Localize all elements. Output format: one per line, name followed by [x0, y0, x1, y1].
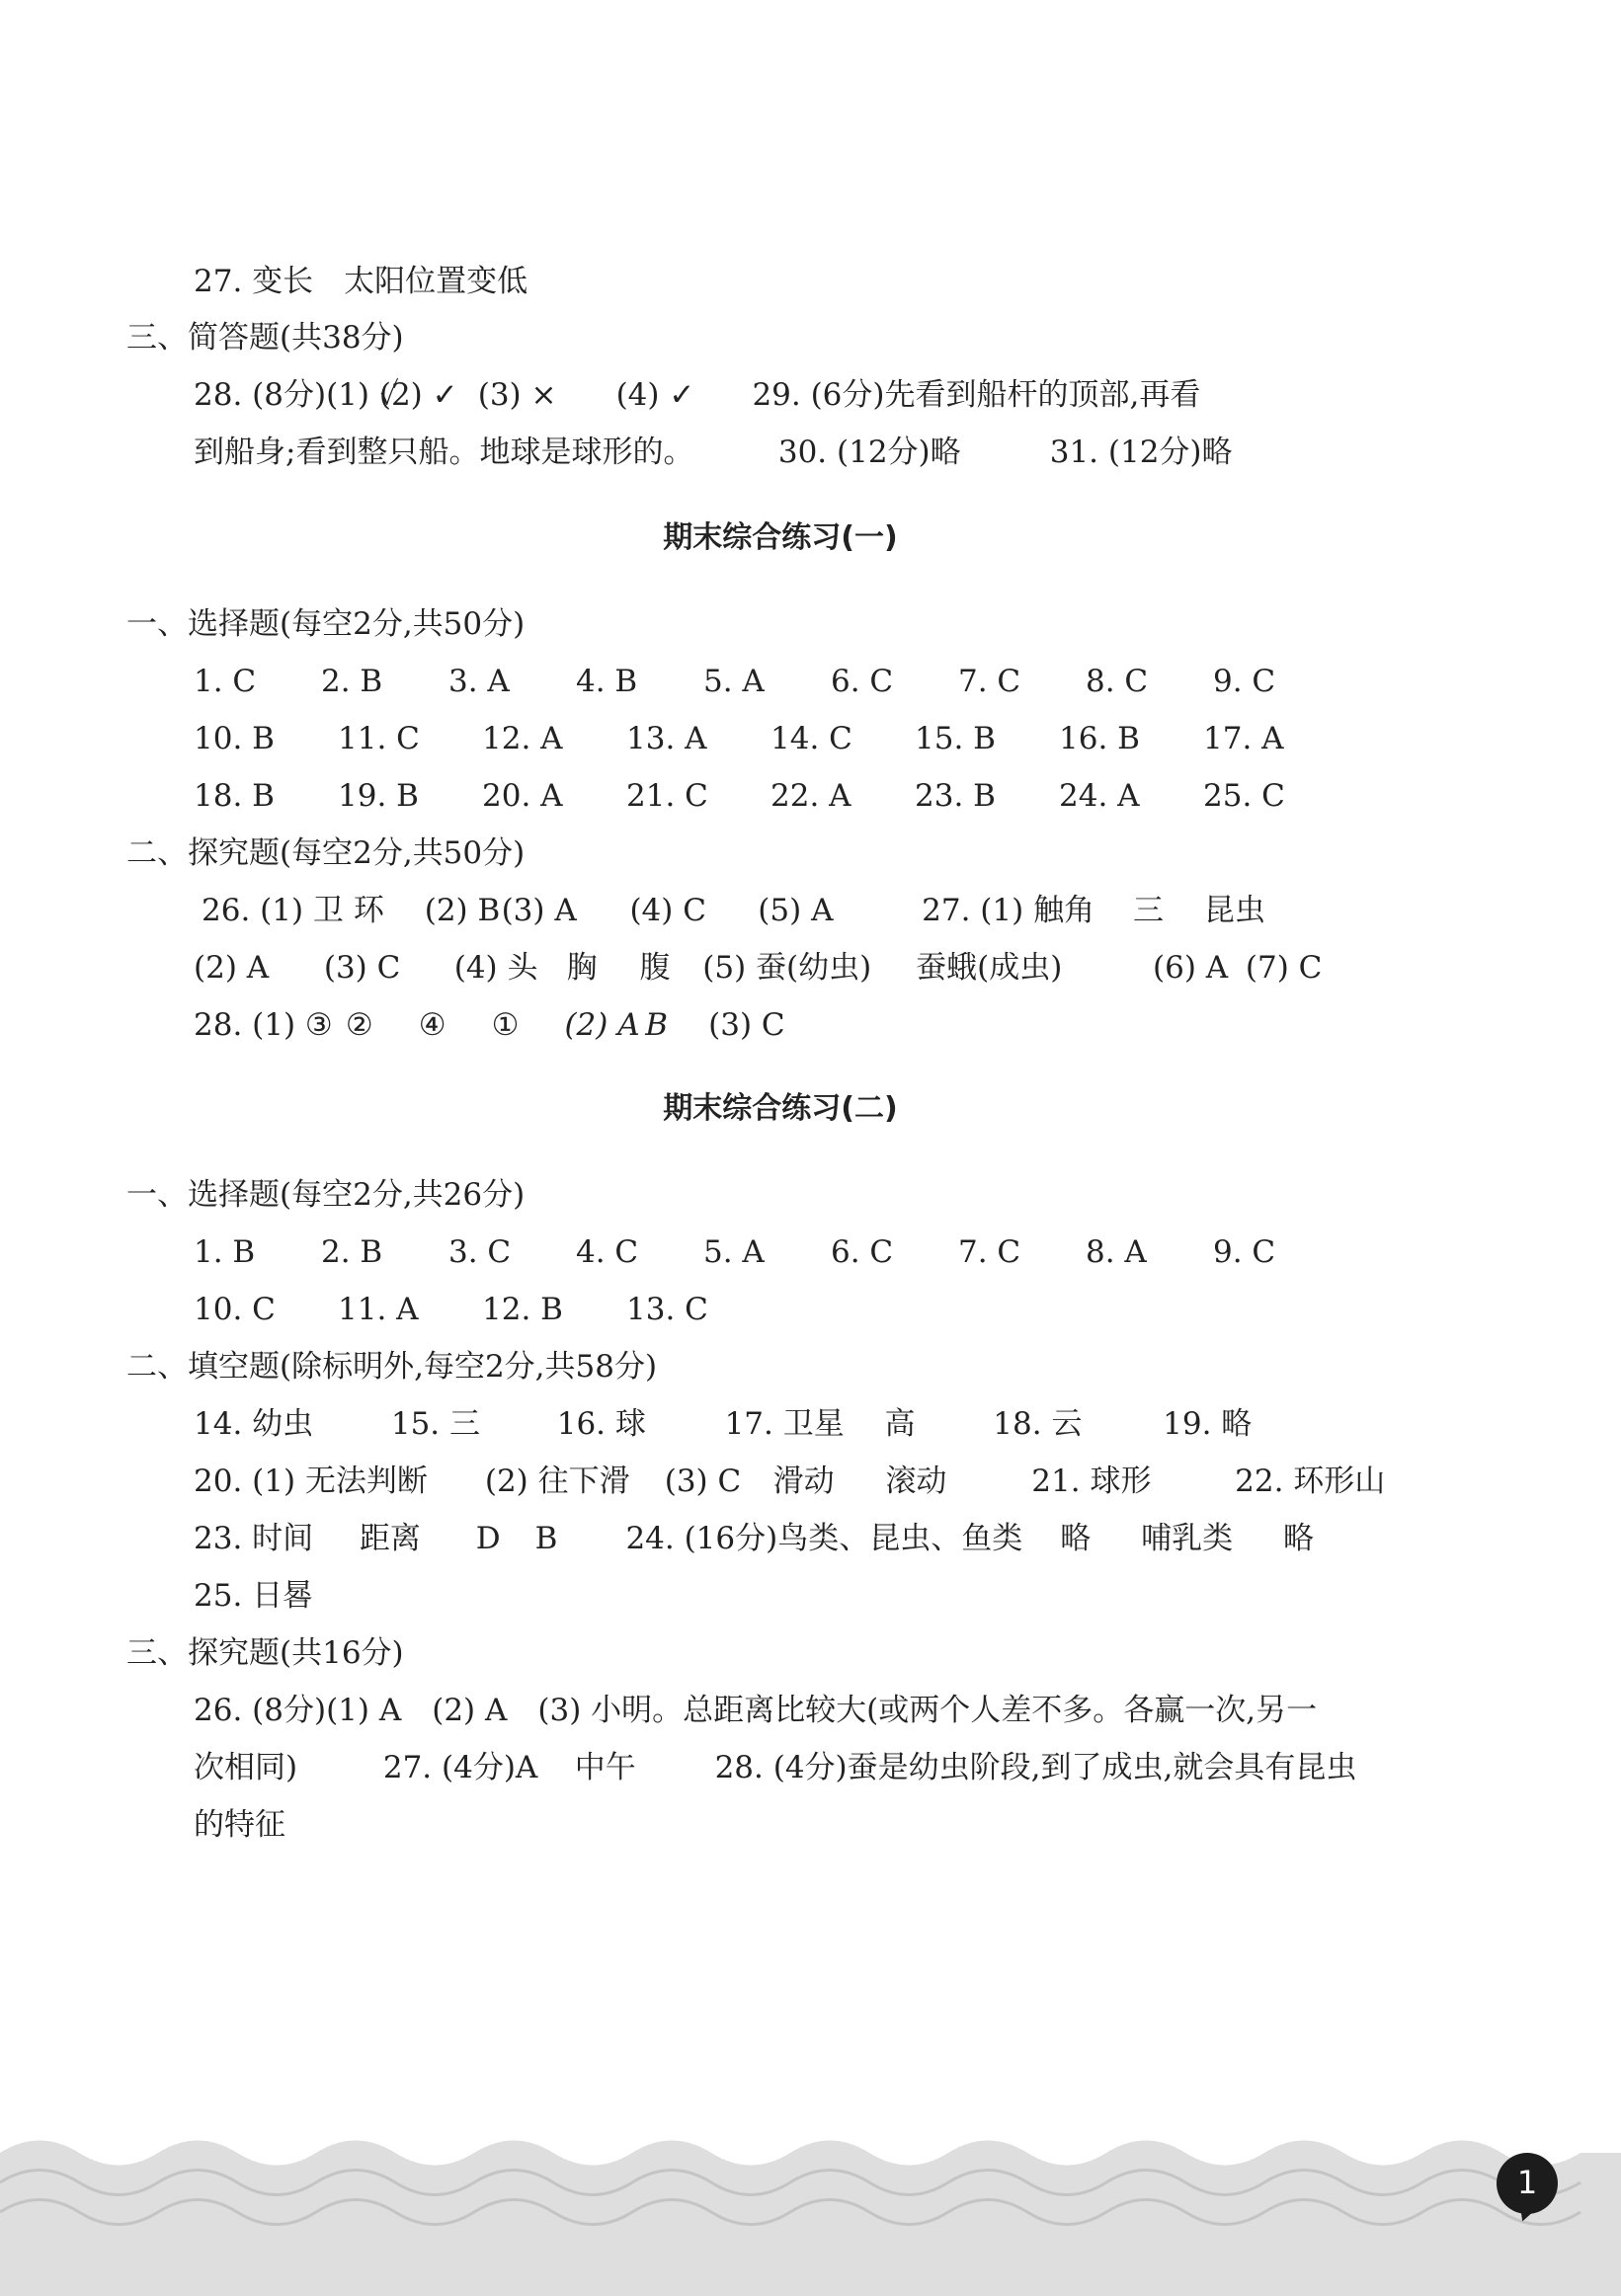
answer-segment: 19. 略	[1163, 1406, 1253, 1442]
answer-q27: 27. 变长 太阳位置变低	[194, 264, 528, 299]
section-heading-inquiry: 二、探究题(每空2分,共50分)	[126, 835, 526, 871]
answer-segment: (3) ×	[477, 377, 557, 413]
answer-q28-q29	[194, 375, 1200, 415]
fill-in-answer-line	[194, 1519, 1314, 1558]
choice-answer: 6. C	[831, 1234, 894, 1270]
inquiry-answer-line	[194, 1005, 785, 1045]
answer-segment: (4) ✓	[615, 377, 695, 413]
choice-answer: 9. C	[1213, 1234, 1276, 1270]
inquiry-answer-line: 的特征	[194, 1807, 285, 1843]
answer-segment: 距离	[359, 1521, 421, 1556]
answer-segment: D	[475, 1521, 501, 1556]
choice-answer: 4. B	[576, 664, 638, 699]
answer-segment: 滚动	[885, 1464, 947, 1499]
inquiry-answer-line	[194, 948, 1322, 988]
page-number-badge: 1	[1497, 2153, 1558, 2214]
footer-wave-band	[0, 2113, 1621, 2296]
answer-segment: 哺乳类	[1141, 1521, 1234, 1556]
choice-answer: 19. B	[338, 778, 419, 814]
answer-segment: 30. (12分)略	[777, 435, 961, 470]
answer-segment: ④	[418, 1007, 446, 1043]
section-heading-fill-in: 二、填空题(除标明外,每空2分,共58分)	[126, 1349, 658, 1385]
inquiry-answer-line: 26. (8分)(1) A (2) A (3) 小明。总距离比较大(或两个人差不多。各赢一次,另一	[194, 1693, 1318, 1728]
choice-answer: 4. C	[576, 1234, 639, 1270]
section-heading-choice: 一、选择题(每空2分,共26分)	[126, 1177, 526, 1213]
answer-segment: 14. 幼虫	[194, 1406, 314, 1442]
choice-answer: 16. B	[1059, 721, 1140, 756]
choice-answer: 8. C	[1086, 664, 1149, 699]
choice-answer: 1. C	[194, 664, 257, 699]
inquiry-answer-line	[194, 1748, 1356, 1787]
answer-segment: (3) C	[708, 1007, 785, 1043]
fill-in-answer-line	[194, 1462, 1385, 1501]
answer-segment: 中午	[574, 1750, 636, 1785]
answer-segment: 21. 球形	[1031, 1464, 1152, 1499]
choice-answer: 2. B	[321, 664, 383, 699]
choice-answer: 7. C	[958, 1234, 1021, 1270]
answer-segment: 28. (1) ③	[194, 1007, 333, 1043]
choice-answer: 8. A	[1086, 1234, 1147, 1270]
answer-segment: 滑动	[772, 1464, 835, 1499]
answer-segment: 31. (12分)略	[1049, 435, 1233, 470]
answer-segment: 略	[1283, 1521, 1315, 1556]
answer-segment: (5) 蚕(幼虫)	[702, 950, 872, 986]
answer-segment: 腹	[639, 950, 671, 986]
answer-segment: 到船身;看到整只船。地球是球形的。	[194, 435, 694, 470]
choice-answer: 23. B	[915, 778, 996, 814]
choice-answer: 18. B	[194, 778, 275, 814]
choice-answer: 1. B	[194, 1234, 256, 1270]
answer-segment: 22. 环形山	[1235, 1464, 1386, 1499]
choice-answer: 15. B	[915, 721, 996, 756]
answer-segment: (4) C	[629, 893, 706, 928]
answer-segment: 18. 云	[993, 1406, 1083, 1442]
choice-answer: 11. C	[338, 721, 420, 756]
exercise-1-title: 期末综合练习(一)	[663, 520, 898, 555]
answer-segment: 20. (1) 无法判断	[194, 1464, 428, 1499]
answer-segment: 15. 三	[390, 1406, 481, 1442]
answer-segment: (3) C	[323, 950, 401, 986]
answer-segment: 29. (6分)先看到船杆的顶部,再看	[752, 377, 1201, 413]
answer-segment: 胸	[566, 950, 598, 986]
choice-answer: 20. A	[482, 778, 563, 814]
answer-segment: 28. (8分)(1) ✓	[194, 377, 399, 413]
answer-segment: (2) A	[564, 1007, 640, 1043]
answer-segment: 略	[1060, 1521, 1092, 1556]
choice-answer: 14. C	[770, 721, 852, 756]
answer-segment: 次相同)	[194, 1750, 298, 1785]
choice-answer: 7. C	[958, 664, 1021, 699]
answer-segment: (5) A	[758, 893, 834, 928]
choice-answer: 21. C	[626, 778, 708, 814]
choice-answer: 9. C	[1213, 664, 1276, 699]
answer-segment: (4) 头	[453, 950, 538, 986]
choice-answer: 11. A	[338, 1292, 419, 1327]
choice-answer: 10. C	[194, 1292, 276, 1327]
choice-answer: 25. C	[1203, 778, 1285, 814]
answer-segment: B	[645, 1007, 669, 1043]
answer-segment: 28. (4分)蚕是幼虫阶段,到了成虫,就会具有昆虫	[714, 1750, 1357, 1785]
fill-in-answer-line	[194, 1404, 1252, 1444]
choice-answer: 13. C	[626, 1292, 708, 1327]
answer-segment: 27. (4分)A	[382, 1750, 538, 1785]
answer-segment: 三	[1133, 893, 1165, 928]
answer-segment: (7) C	[1245, 950, 1323, 986]
section-heading-short-answer: 三、简答题(共38分)	[126, 320, 404, 356]
answer-segment: (2) 往下滑	[484, 1464, 630, 1499]
choice-answer: 5. A	[703, 664, 765, 699]
answer-segment: 23. 时间	[194, 1521, 314, 1556]
choice-answer: 12. B	[482, 1292, 563, 1327]
answer-segment: 环	[353, 893, 384, 928]
choice-answer: 22. A	[770, 778, 851, 814]
answer-segment: B	[534, 1521, 558, 1556]
section-heading-inquiry: 三、探究题(共16分)	[126, 1635, 404, 1671]
answer-q29-q31	[194, 433, 1233, 472]
choice-answer: 3. A	[448, 664, 510, 699]
answer-segment: 昆虫	[1203, 893, 1265, 928]
choice-answer: 24. A	[1059, 778, 1140, 814]
answer-segment: 16. 球	[556, 1406, 646, 1442]
answer-segment: ①	[491, 1007, 520, 1043]
answer-segment: 26. (1) 卫	[202, 893, 344, 928]
section-heading-choice: 一、选择题(每空2分,共50分)	[126, 606, 526, 642]
answer-segment: (2) B	[424, 893, 501, 928]
answer-segment: 蚕蛾(成虫)	[916, 950, 1063, 986]
choice-answer: 2. B	[321, 1234, 383, 1270]
choice-answer: 12. A	[482, 721, 563, 756]
choice-answer: 3. C	[448, 1234, 512, 1270]
answer-segment: (3) C	[664, 1464, 742, 1499]
answer-segment: (2) ✓	[378, 377, 458, 413]
answer-segment: 27. (1) 触角	[922, 893, 1095, 928]
answer-segment: (2) A	[194, 950, 270, 986]
answer-segment: 高	[884, 1406, 916, 1442]
choice-answer: 10. B	[194, 721, 275, 756]
choice-answer: 17. A	[1203, 721, 1284, 756]
exercise-2-title: 期末综合练习(二)	[663, 1091, 898, 1126]
answer-segment: ②	[345, 1007, 373, 1043]
answer-segment: 17. 卫星	[724, 1406, 845, 1442]
answer-segment: 24. (16分)鸟类、昆虫、鱼类	[625, 1521, 1023, 1556]
fill-in-answer-line: 25. 日晷	[194, 1578, 314, 1614]
choice-answer: 6. C	[831, 664, 894, 699]
answer-segment: (6) A	[1153, 950, 1229, 986]
inquiry-answer-line	[202, 891, 1265, 930]
choice-answer: 13. A	[626, 721, 707, 756]
choice-answer: 5. A	[703, 1234, 765, 1270]
answer-segment: (3) A	[501, 893, 577, 928]
